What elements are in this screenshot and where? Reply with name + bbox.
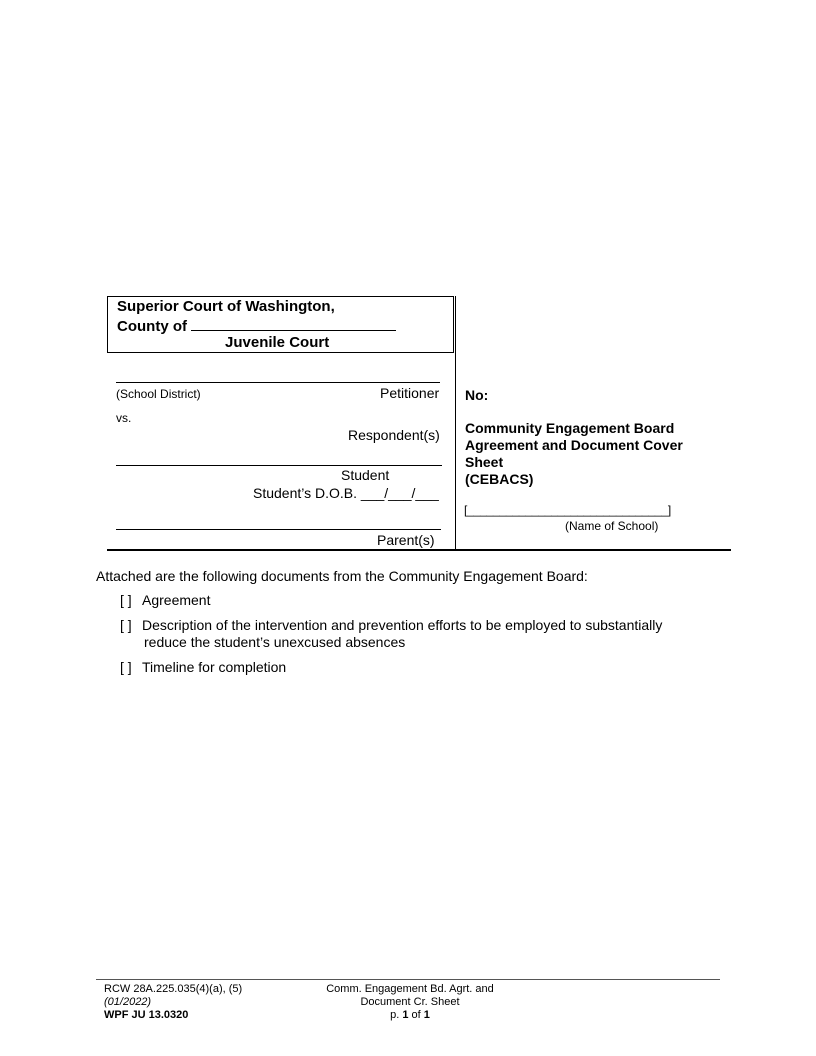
dob-line [253, 485, 439, 501]
school-name-blank[interactable]: [_______________________________] [464, 503, 671, 517]
footer-rule [96, 979, 720, 980]
footer-title-line-2: Document Cr. Sheet [360, 996, 460, 1008]
vs-label: vs. [116, 411, 132, 425]
checklist-item [120, 659, 286, 676]
caption-bottom-rule [107, 549, 731, 551]
county-label: County of [117, 318, 187, 335]
parents-label: Parent(s) [377, 532, 435, 548]
page-of: of [411, 1009, 421, 1021]
title-line-1: Community Engagement Board [465, 420, 675, 436]
checkbox[interactable]: [ ] [120, 592, 132, 608]
title-line-3: Sheet [465, 454, 504, 470]
form-number: WPF JU 13.0320 [104, 1009, 189, 1021]
page-indicator [300, 1009, 520, 1022]
page-number: 1 [402, 1009, 409, 1021]
court-name: Superior Court of Washington, [117, 298, 335, 315]
school-district-line[interactable] [116, 382, 440, 383]
parents-line[interactable] [116, 529, 441, 530]
student-line[interactable] [116, 465, 442, 466]
county-line [117, 316, 396, 336]
document-title [465, 420, 683, 488]
item-label: Description of the intervention and prevention efforts to be employed to substantially [142, 617, 663, 633]
dob-blank[interactable]: ___/___/___ [360, 485, 439, 501]
petitioner-label: Petitioner [380, 385, 440, 401]
checklist-item [120, 617, 662, 651]
title-line-4: (CEBACS) [465, 471, 534, 487]
footer-title-line-1: Comm. Engagement Bd. Agrt. and [326, 983, 494, 995]
juvenile-court-label: Juvenile Court [225, 334, 330, 351]
checklist-item [120, 592, 210, 609]
county-blank[interactable] [191, 316, 396, 331]
caption-divider [455, 296, 456, 550]
page-total: 1 [423, 1009, 430, 1021]
rcw-citation: RCW 28A.225.035(4)(a), (5) [104, 983, 243, 995]
respondents-label: Respondent(s) [348, 427, 440, 443]
checkbox[interactable]: [ ] [120, 617, 132, 633]
court-header-box [107, 296, 454, 353]
dob-label: Student’s D.O.B. [253, 485, 358, 501]
footer-left [104, 983, 242, 1022]
title-line-2: Agreement and Document Cover [465, 437, 683, 453]
page-prefix: p. [390, 1009, 400, 1021]
student-label: Student [341, 467, 390, 483]
item-label: Timeline for completion [142, 659, 287, 675]
case-number-label: No: [465, 387, 489, 403]
item-label: Agreement [142, 592, 211, 608]
form-date: (01/2022) [104, 996, 152, 1008]
intro-text: Attached are the following documents from the Community Engagement Board: [96, 568, 588, 584]
school-district-label: (School District) [116, 387, 201, 401]
footer-center [300, 983, 520, 1022]
item-label-continued: reduce the student’s unexcused absences [144, 634, 406, 650]
school-name-label: (Name of School) [565, 519, 659, 533]
checkbox[interactable]: [ ] [120, 659, 132, 675]
